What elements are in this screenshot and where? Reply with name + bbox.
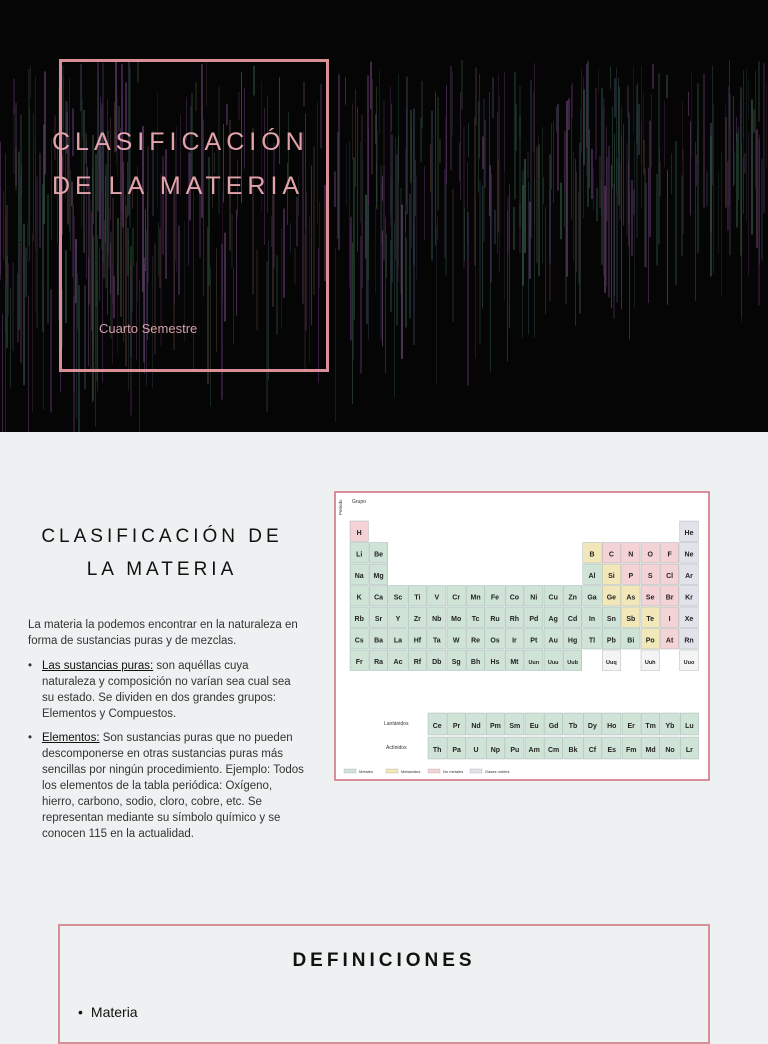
svg-text:Cu: Cu [548, 594, 558, 602]
svg-text:In: In [588, 616, 596, 623]
legend-label: Metaloides [401, 769, 421, 774]
svg-text:Ru: Ru [490, 616, 500, 623]
svg-text:Nb: Nb [432, 616, 442, 623]
svg-text:Ni: Ni [530, 594, 538, 602]
svg-text:Uuh: Uuh [644, 660, 656, 666]
svg-text:Lr: Lr [685, 747, 693, 754]
svg-text:Ca: Ca [374, 594, 384, 602]
definition-term: Materia [90, 1004, 138, 1020]
legend-swatch [344, 769, 356, 773]
svg-text:Er: Er [627, 723, 635, 730]
svg-text:Pr: Pr [452, 723, 461, 730]
definitions-frame [58, 924, 710, 1044]
bullet-term: Elementos: [42, 732, 100, 744]
svg-text:Ga: Ga [587, 594, 597, 602]
bullet-text: son aquéllas cuya naturaleza y composición no varían sea cual sea su estado. Se dividen en dos grandes grupos: Elementos y Compuestos. [42, 660, 291, 720]
period-label: Periodo [338, 499, 343, 515]
svg-text:He: He [684, 530, 694, 537]
svg-text:Md: Md [645, 747, 656, 754]
legend-swatch [386, 769, 398, 773]
classification-heading: CLASIFICACIÓN DE LA MATERIA [41, 526, 283, 580]
svg-text:S: S [647, 573, 653, 580]
definition-item-materia [78, 1004, 138, 1020]
svg-text:Cf: Cf [588, 747, 597, 754]
svg-text:No: No [665, 747, 675, 754]
svg-text:Au: Au [548, 637, 558, 645]
svg-text:Ag: Ag [548, 616, 558, 623]
svg-text:Br: Br [665, 594, 674, 602]
svg-text:Sr: Sr [374, 616, 383, 623]
periodic-table-image [334, 491, 710, 781]
svg-text:Ge: Ge [606, 594, 617, 602]
classification-slide [0, 432, 768, 864]
classification-intro: La materia la podemos encontrar en la naturaleza en forma de sustancias puras y de mezclas. [28, 619, 298, 647]
svg-text:Th: Th [432, 747, 442, 754]
svg-text:U: U [473, 747, 479, 754]
svg-text:Gd: Gd [548, 723, 559, 730]
svg-text:Li: Li [356, 551, 363, 559]
svg-text:Fm: Fm [625, 747, 637, 754]
svg-text:Bi: Bi [627, 637, 635, 645]
svg-text:Cs: Cs [354, 637, 364, 645]
svg-text:Tm: Tm [645, 723, 656, 730]
svg-text:Uun: Uun [528, 660, 540, 666]
svg-text:Cr: Cr [452, 594, 461, 602]
svg-text:Mg: Mg [373, 573, 384, 580]
svg-text:Lu: Lu [685, 723, 694, 730]
bullet-item-elements [28, 730, 304, 842]
svg-text:Rh: Rh [509, 616, 520, 623]
svg-text:Pt: Pt [530, 637, 538, 645]
svg-text:Rf: Rf [413, 659, 422, 666]
svg-text:Ra: Ra [374, 659, 384, 666]
svg-text:Bh: Bh [470, 659, 481, 666]
periodic-table-legend [344, 769, 509, 774]
svg-text:Si: Si [608, 573, 615, 580]
svg-text:Es: Es [607, 747, 617, 754]
svg-text:Fr: Fr [355, 659, 363, 666]
svg-text:Rn: Rn [684, 637, 694, 645]
svg-text:Y: Y [395, 616, 401, 623]
svg-text:Hg: Hg [567, 637, 578, 645]
lanthanides-label: Lantánidos [384, 721, 409, 727]
legend-label: Gases nobles [485, 769, 510, 774]
svg-text:Uuu: Uuu [547, 660, 559, 666]
svg-text:I: I [668, 616, 671, 623]
svg-text:Ti: Ti [414, 594, 421, 602]
bullet-item-pure-substances [28, 658, 304, 722]
svg-text:As: As [626, 594, 636, 602]
svg-text:Mo: Mo [451, 616, 462, 623]
title-slide [0, 0, 768, 432]
svg-text:Cm: Cm [547, 747, 560, 754]
bullet-dot-icon: • [78, 1004, 83, 1020]
svg-text:Ho: Ho [607, 723, 617, 730]
svg-text:Pb: Pb [606, 637, 616, 645]
svg-text:Xe: Xe [684, 616, 694, 623]
svg-text:Al: Al [588, 573, 596, 580]
legend-swatch [428, 769, 440, 773]
svg-text:Re: Re [471, 637, 481, 645]
svg-text:C: C [608, 551, 614, 559]
svg-text:Cd: Cd [567, 616, 578, 623]
svg-text:Kr: Kr [685, 594, 693, 602]
svg-text:Pm: Pm [489, 723, 501, 730]
svg-text:Ir: Ir [512, 637, 517, 645]
legend-label: No metales [443, 769, 464, 774]
svg-text:Uuq: Uuq [606, 660, 617, 666]
svg-text:Be: Be [374, 551, 384, 559]
svg-text:Yb: Yb [665, 723, 675, 730]
bullet-dot-icon: • [28, 660, 33, 672]
svg-text:Se: Se [645, 594, 655, 602]
svg-text:Po: Po [645, 637, 655, 645]
definitions-slide [0, 864, 768, 1024]
classification-bullets [28, 658, 304, 850]
svg-text:Eu: Eu [529, 723, 539, 730]
svg-text:Co: Co [509, 594, 520, 602]
svg-text:Sn: Sn [606, 616, 616, 623]
svg-text:Nd: Nd [471, 723, 481, 730]
svg-text:Db: Db [432, 659, 442, 666]
svg-text:H: H [356, 530, 362, 537]
bullet-text: Son sustancias puras que no pueden descomponerse en otras sustancias puras más sencillas por ningún procedimiento. Ejemplo: Todos los elementos de la tabla periódica: Oxígeno, hierro, carbono, sodio, cloro, cobre, etc. Se representan mediante su símbolo químico y se conocen 115 en la actualidad. [42, 732, 304, 840]
title-slide-heading: CLASIFICACIÓN DE LA MATERIA [52, 128, 309, 200]
bullet-term: Las sustancias puras: [42, 660, 154, 672]
svg-text:Tl: Tl [588, 637, 596, 645]
periodic-table-drawing [336, 493, 708, 779]
svg-text:O: O [647, 551, 653, 559]
svg-text:Np: Np [490, 747, 501, 754]
title-slide-subtitle: Cuarto Semestre [99, 321, 198, 336]
svg-text:Mn: Mn [470, 594, 481, 602]
svg-text:Dy: Dy [587, 723, 597, 730]
legend-swatch [470, 769, 482, 773]
definitions-heading: DEFINICIONES [292, 950, 476, 971]
svg-text:Am: Am [528, 747, 540, 754]
svg-text:Ta: Ta [432, 637, 441, 645]
svg-text:P: P [628, 573, 634, 580]
svg-text:W: W [452, 637, 460, 645]
svg-text:Ar: Ar [685, 573, 693, 580]
svg-text:Sg: Sg [451, 659, 461, 666]
actinides-label: Actínidos [386, 745, 407, 751]
svg-text:Pa: Pa [452, 747, 461, 754]
svg-text:Pu: Pu [510, 747, 520, 754]
svg-text:La: La [393, 637, 403, 645]
svg-text:K: K [356, 594, 362, 602]
svg-text:Hf: Hf [413, 637, 422, 645]
svg-text:Ce: Ce [432, 723, 442, 730]
legend-label: Metales [359, 769, 374, 774]
group-label: Grupo [352, 499, 366, 505]
svg-text:Fe: Fe [490, 594, 500, 602]
svg-text:Ne: Ne [684, 551, 694, 559]
svg-text:Hs: Hs [490, 659, 500, 666]
svg-text:Sc: Sc [393, 594, 403, 602]
svg-text:Ba: Ba [374, 637, 384, 645]
svg-text:Na: Na [354, 573, 364, 580]
svg-text:Sb: Sb [626, 616, 636, 623]
svg-text:Tb: Tb [568, 723, 578, 730]
svg-text:At: At [665, 637, 674, 645]
svg-text:Rb: Rb [354, 616, 364, 623]
svg-text:Te: Te [646, 616, 655, 623]
svg-text:Uuo: Uuo [683, 660, 695, 666]
svg-text:Uub: Uub [567, 660, 578, 666]
svg-text:Mt: Mt [510, 659, 519, 666]
svg-text:Zn: Zn [568, 594, 577, 602]
svg-text:Bk: Bk [568, 747, 578, 754]
svg-text:Os: Os [490, 637, 500, 645]
svg-text:Ac: Ac [393, 659, 403, 666]
svg-text:N: N [628, 551, 634, 559]
svg-text:Pd: Pd [529, 616, 539, 623]
svg-text:Tc: Tc [471, 616, 480, 623]
svg-text:Zr: Zr [413, 616, 421, 623]
svg-text:V: V [434, 594, 440, 602]
svg-text:B: B [589, 551, 595, 559]
svg-text:Sm: Sm [509, 723, 521, 730]
svg-text:Cl: Cl [666, 573, 674, 580]
svg-text:F: F [667, 551, 672, 559]
bullet-dot-icon: • [28, 732, 33, 744]
